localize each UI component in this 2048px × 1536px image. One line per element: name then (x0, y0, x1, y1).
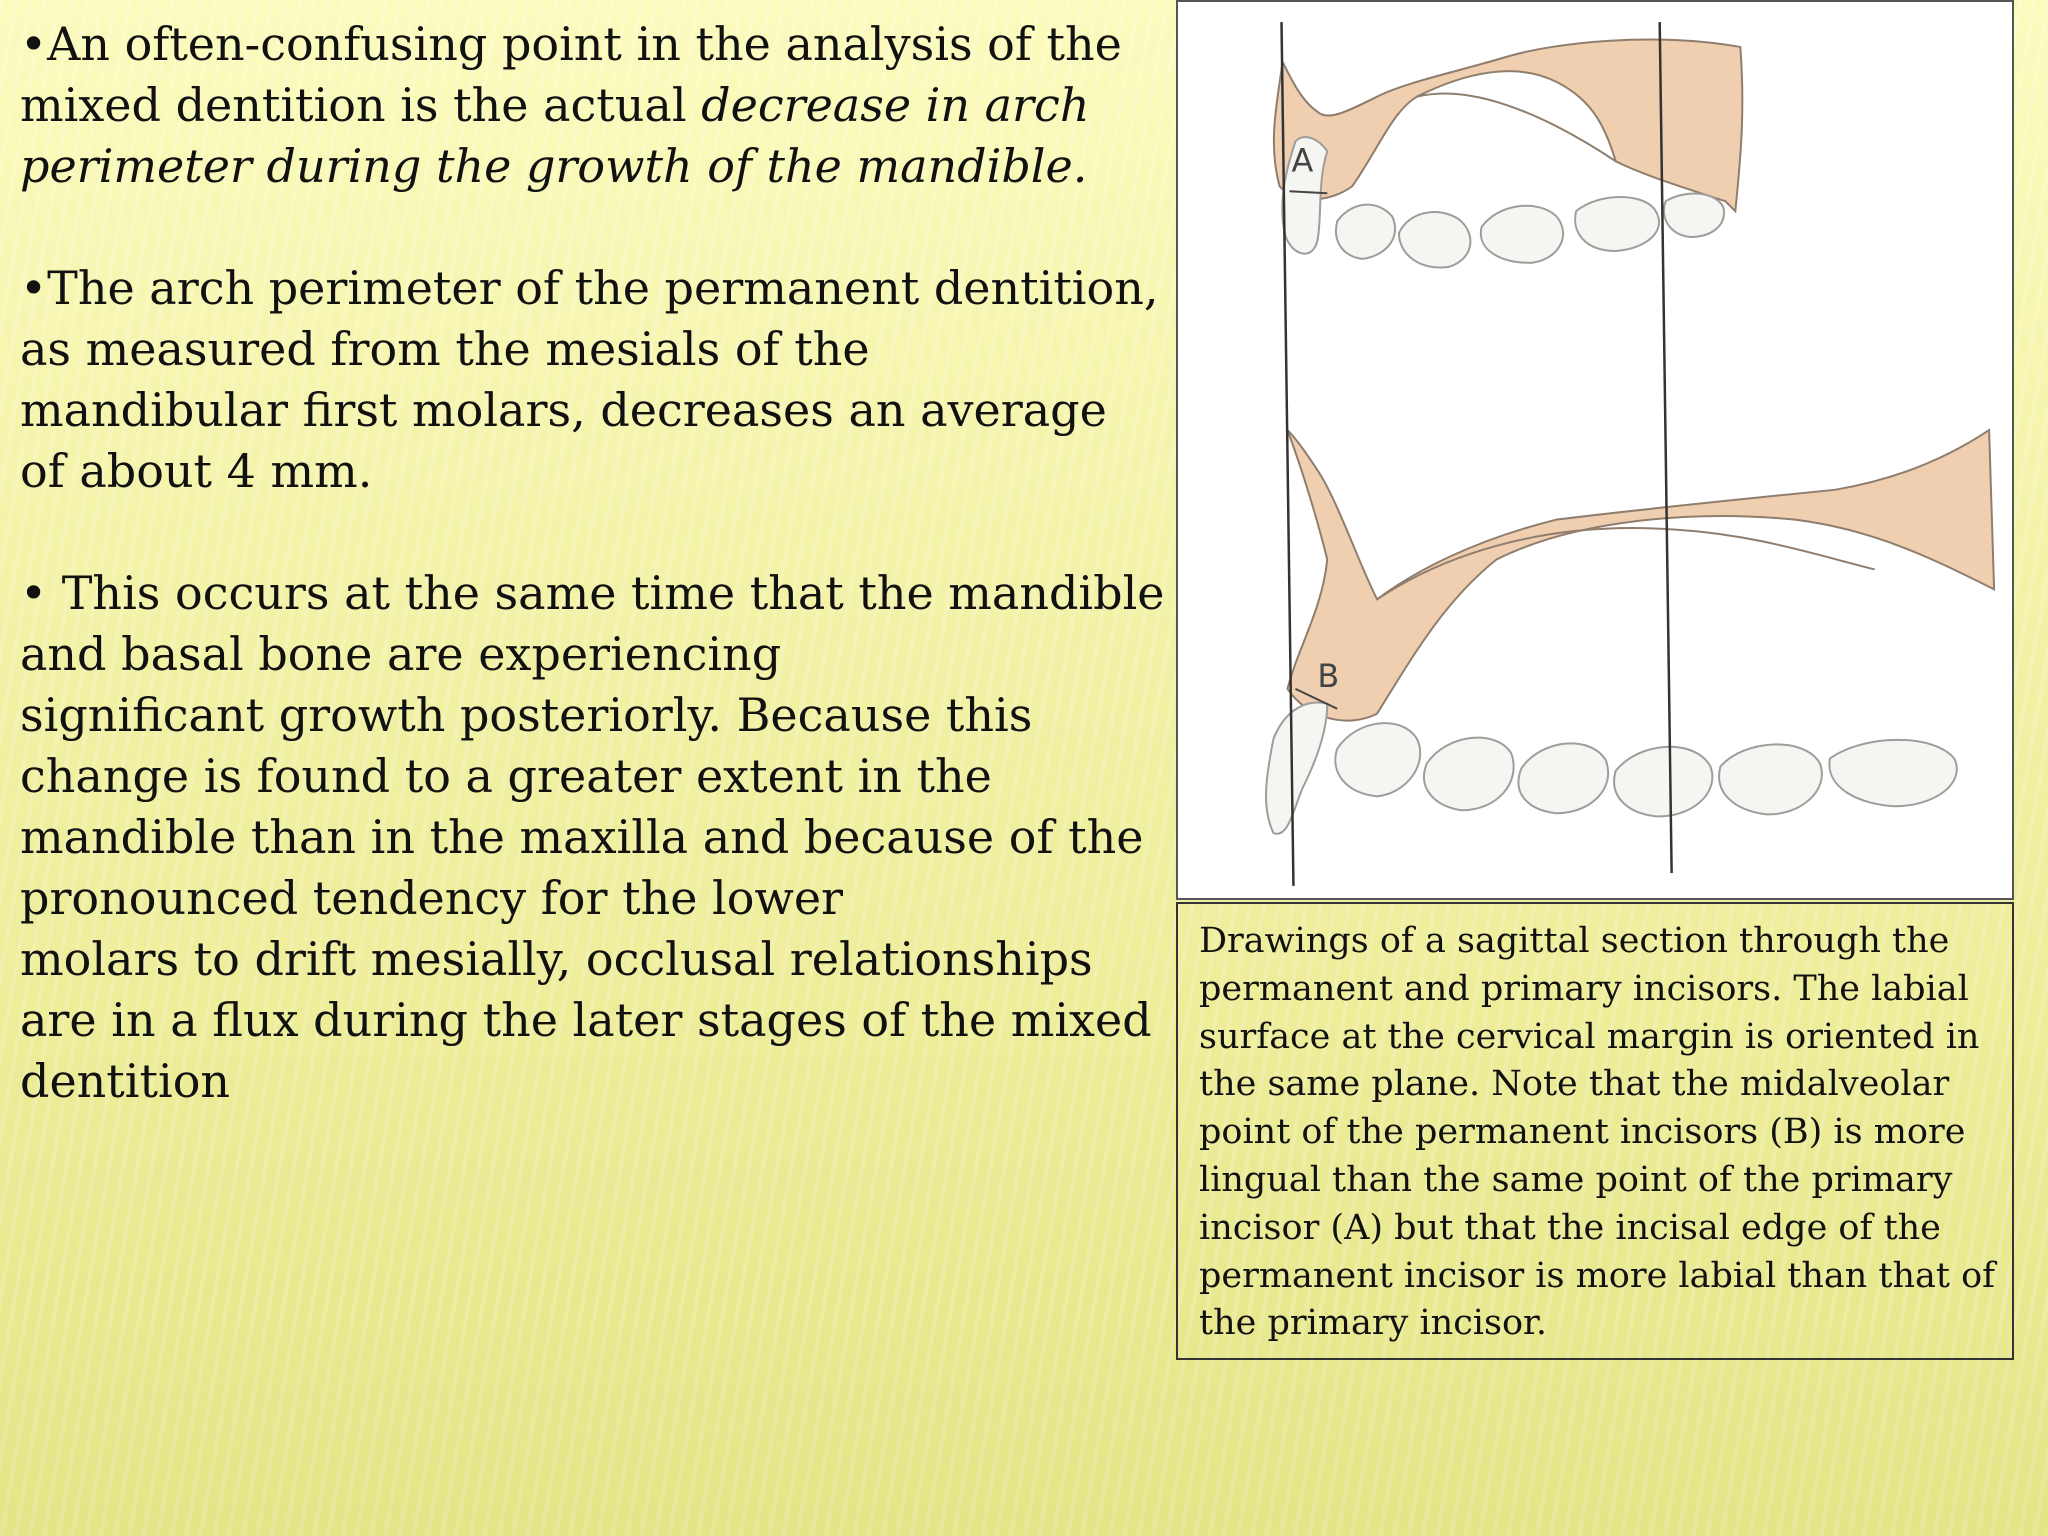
figure-label-a: A (1291, 141, 1314, 180)
caption-line: the same plane. Note that the midalveolar (1199, 1064, 1950, 1105)
caption-line: surface at the cervical margin is oriented in (1199, 1016, 1980, 1057)
permanent-molar (1518, 743, 1608, 813)
caption-line: incisor (A) but that the incisal edge of the (1199, 1207, 1941, 1248)
caption-line: permanent and primary incisors. The labial (1199, 968, 1969, 1009)
sagittal-section-figure (1176, 0, 2014, 900)
text-line: mandibular first molars, decreases an average (20, 383, 1107, 437)
permanent-incisor (1266, 703, 1327, 834)
primary-molar (1481, 206, 1563, 263)
primary-arch-gum (1274, 40, 1742, 212)
text-line: mandible than in the maxilla and because of the (20, 810, 1144, 864)
figure-caption (1176, 902, 2014, 1360)
slide-text (20, 14, 1165, 1112)
text-line: and basal bone are experiencing (20, 627, 782, 681)
figure-label-b: B (1317, 656, 1340, 695)
permanent-molar (1424, 738, 1514, 811)
permanent-arch-gum (1287, 430, 1994, 720)
text-line: are in a flux during the later stages of the mixed (20, 993, 1152, 1047)
text-line: of about 4 mm. (20, 444, 373, 498)
caption-line: the primary incisor. (1199, 1303, 1548, 1344)
primary-molar (1575, 197, 1659, 251)
text-line: significant growth posteriorly. Because this (20, 688, 1033, 742)
italic-text-run: perimeter during the growth of the mandible. (20, 139, 1088, 193)
primary-molar (1336, 205, 1395, 259)
caption-line: Drawings of a sagittal section through the (1199, 921, 1950, 961)
bullet-paragraph (20, 563, 1165, 1112)
bullet-paragraph (20, 258, 1160, 502)
caption-line: permanent incisor is more labial than that of (1199, 1255, 1996, 1296)
text-run: mixed dentition is the actual (20, 78, 702, 132)
text-line: as measured from the mesials of the (20, 322, 870, 376)
primary-molar (1664, 194, 1724, 238)
text-line (20, 14, 1160, 75)
text-line: •The arch perimeter of the permanent dentition, (20, 261, 1159, 315)
text-line (20, 75, 1160, 136)
incisor-drawing (1178, 2, 2012, 898)
caption-line: lingual than the same point of the primary (1199, 1159, 1953, 1200)
permanent-molar (1719, 744, 1822, 814)
permanent-molar (1614, 747, 1712, 817)
permanent-molar (1829, 740, 1956, 806)
text-line: change is found to a greater extent in the (20, 749, 992, 803)
text-line: pronounced tendency for the lower (20, 871, 844, 925)
text-line (20, 136, 1160, 197)
permanent-molar (1335, 723, 1420, 796)
bullet-paragraph (20, 14, 1160, 197)
italic-text-run: decrease in arch (701, 78, 1090, 132)
text-line: • This occurs at the same time that the mandible (20, 566, 1165, 620)
text-run: •An often-confusing point in the analysis of the (20, 17, 1122, 71)
caption-line: point of the permanent incisors (B) is more (1199, 1112, 1966, 1153)
text-line: dentition (20, 1054, 231, 1108)
primary-molar (1399, 212, 1470, 267)
text-line: molars to drift mesially, occlusal relationships (20, 932, 1093, 986)
